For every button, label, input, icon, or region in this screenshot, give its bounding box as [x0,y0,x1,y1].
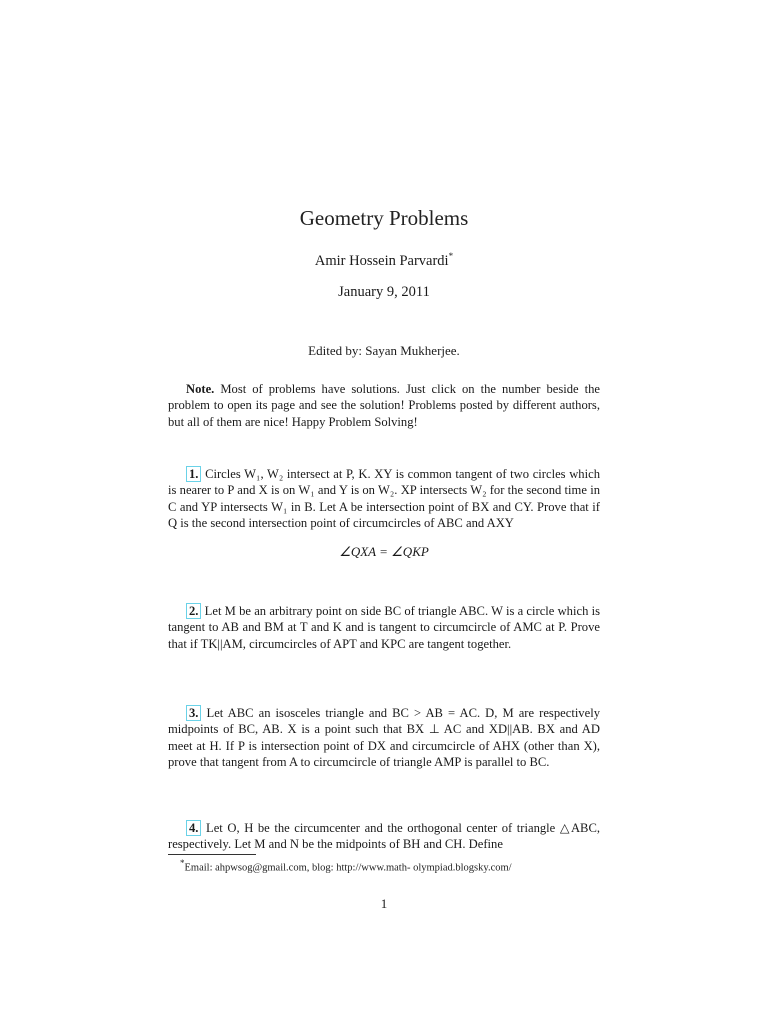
problem-2-text: Let M be an arbitrary point on side BC of triangle ABC. W is a circle which is tangent to AB and BM at T and K and is tangent to circumcircle of AMC at P. Prove that if TK||AM, circumcircles of APT and KPC are tangent together. [168,604,600,651]
problem-2-link[interactable]: 2. [186,603,201,619]
footnote-text: Email: ahpwsog@gmail.com, blog: http://www.math- olympiad.blogsky.com/ [184,862,512,874]
note-paragraph [168,381,600,430]
footnote [180,858,600,874]
problem-4-link[interactable]: 4. [186,820,201,836]
problem-4-text: Let O, H be the circumcenter and the orthogonal center of triangle △ABC, respectively. Let M and N be the midpoints of BH and CH. Define [168,821,600,852]
footnote-rule [168,854,256,855]
note-label: Note. [186,382,215,396]
editor-line: Edited by: Sayan Mukherjee. [308,343,460,358]
footnote-mark: * [180,858,185,868]
note-text: Most of problems have solutions. Just click on the number beside the problem to open its page and see the solution! Problems posted by different authors, but all of them are nice! Happy Problem Solving! [168,382,600,429]
problem-4 [168,820,600,853]
problem-3 [168,705,600,771]
problem-1-text: Circles W₁, W₂ intersect at P, K. XY is common tangent of two circles which is nearer to P and X is on W₁ and Y is on W₂. XP intersects W₂ for the second time in C and YP intersects W₁ in B. Let A be intersection point of BX and CY. Prove that if Q is the second intersection point of circumcircles of ABC and AXY [168,467,600,531]
problem-2 [168,603,600,652]
author-name: Amir Hossein Parvardi [314,252,449,269]
problem-1-display-equation: ∠QXA = ∠QKP [339,544,429,559]
page-title: Geometry Problems [299,206,469,230]
problem-3-text: Let ABC an isosceles triangle and BC > AB = AC. D, M are respectively midpoints of BC, AB. X is a point such that BX ⊥ AC and XD||AB. BX and AD meet at H. If P is intersection point of DX and circumcircle of AHX (other than X), prove that tangent from A to circumcircle of triangle AMP is parallel to BC. [168,706,600,770]
author-line [0,251,768,270]
problem-3-link[interactable]: 3. [186,705,201,721]
page-number: 1 [380,896,388,911]
author-footnote-mark: * [448,251,454,261]
problem-1 [168,466,600,532]
publication-date: January 9, 2011 [338,284,430,300]
problem-1-link[interactable]: 1. [186,466,201,482]
